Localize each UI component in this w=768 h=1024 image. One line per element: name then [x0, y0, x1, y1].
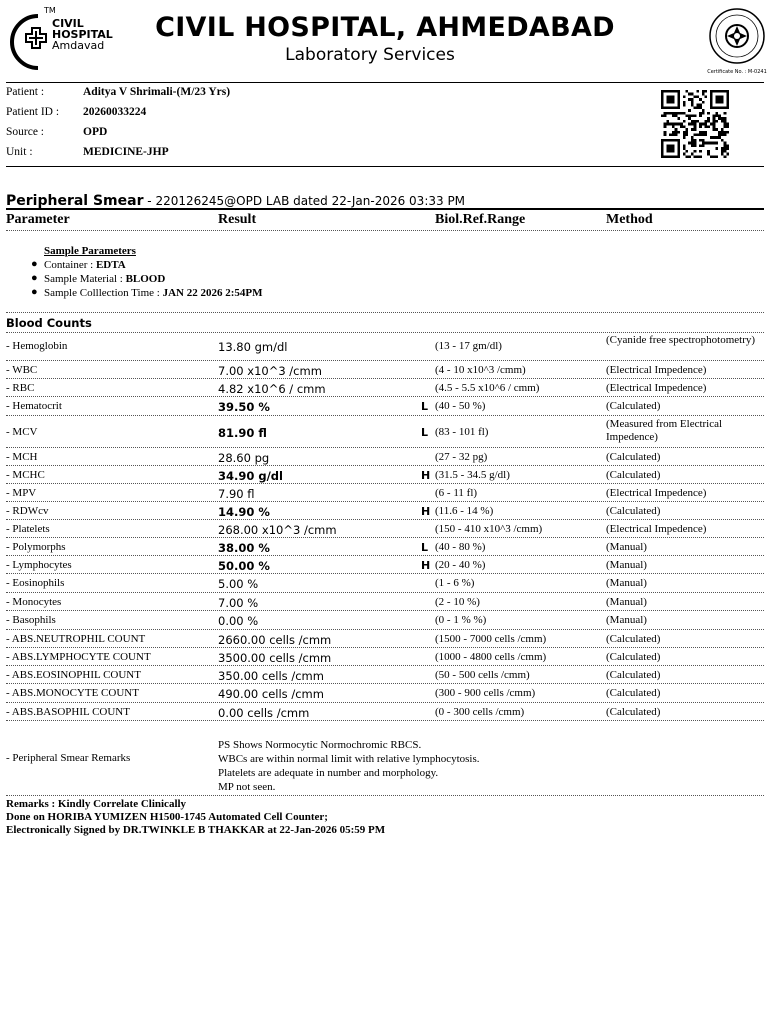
method-name: (Manual) [606, 559, 647, 571]
method-name: (Calculated) [606, 633, 661, 645]
result-value: 490.00 cells /cmm [218, 687, 324, 701]
method-name: (Calculated) [606, 651, 661, 663]
result-value: 7.00 x10^3 /cmm [218, 364, 322, 378]
result-flag: H [421, 559, 431, 572]
patient-id: 20260033224 [83, 106, 147, 118]
reference-range: (27 - 32 pg) [435, 451, 488, 463]
result-value: 7.00 % [218, 596, 259, 610]
method-name: (Calculated) [606, 706, 661, 718]
result-value: 3500.00 cells /cmm [218, 651, 332, 665]
column-header-method: Method [606, 212, 653, 227]
reference-range: (150 - 410 x10^3 /cmm) [435, 523, 543, 535]
hospital-title: CIVIL HOSPITAL, AHMEDABAD [155, 12, 615, 43]
table-row [0, 333, 768, 361]
reference-range: (300 - 900 cells /cmm) [435, 687, 536, 699]
reference-range: (6 - 11 fl) [435, 487, 478, 499]
result-value: 14.90 % [218, 505, 270, 519]
parameter-name: - Basophils [6, 614, 56, 626]
reference-range: (4 - 10 x10^3 /cmm) [435, 364, 526, 376]
trademark-label: TM [44, 6, 56, 15]
parameter-name: - ABS.BASOPHIL COUNT [6, 706, 130, 718]
method-name: (Electrical Impedence) [606, 364, 707, 376]
method-name: (Electrical Impedence) [606, 523, 707, 535]
patient-divider [6, 166, 764, 167]
table-row [0, 467, 768, 484]
table-row [0, 449, 768, 466]
result-value: 268.00 x10^3 /cmm [218, 523, 337, 537]
certificate-number: Certificate No. : M-0241 [707, 69, 767, 75]
result-value: 2660.00 cells /cmm [218, 633, 332, 647]
table-row [0, 485, 768, 502]
accreditation-seal-icon [708, 4, 766, 74]
parameter-name: - ABS.MONOCYTE COUNT [6, 687, 139, 699]
method-name: (Manual) [606, 596, 647, 608]
table-row [0, 557, 768, 574]
method-name: (Calculated) [606, 687, 661, 699]
reference-range: (0 - 1 % %) [435, 614, 487, 626]
test-title: Peripheral Smear - 220126245@OPD LAB dated 22-Jan-2026 03:33 PM [6, 193, 466, 209]
parameter-name: - MCH [6, 451, 38, 463]
result-value: 13.80 gm/dl [218, 340, 288, 354]
method-name: (Electrical Impedence) [606, 487, 707, 499]
method-name: (Calculated) [606, 451, 661, 463]
smear-remarks-label: - Peripheral Smear Remarks [6, 752, 131, 764]
result-value: 34.90 g/dl [218, 469, 283, 483]
parameter-name: - Hematocrit [6, 400, 62, 412]
reference-range: (13 - 17 gm/dl) [435, 340, 502, 352]
footer-signature: Electronically Signed by DR.TWINKLE B THAKKAR at 22-Jan-2026 05:59 PM [6, 824, 386, 836]
method-name: (Electrical Impedence) [606, 382, 707, 394]
table-row [0, 503, 768, 520]
header-divider [6, 82, 764, 83]
reference-range: (11.6 - 14 %) [435, 505, 494, 517]
table-row [0, 362, 768, 379]
footer-instrument: Done on HORIBA YUMIZEN H1500-1745 Automated Cell Counter; [6, 811, 328, 823]
result-value: 28.60 pg [218, 451, 270, 465]
reference-range: (83 - 101 fl) [435, 426, 489, 438]
table-row [0, 704, 768, 721]
table-row [0, 631, 768, 648]
result-flag: L [421, 426, 429, 439]
parameter-name: - Lymphocytes [6, 559, 72, 571]
footer-remarks: Remarks : Kindly Correlate Clinically [6, 798, 187, 810]
column-header-result: Result [218, 212, 257, 227]
parameter-name: - Polymorphs [6, 541, 66, 553]
column-header-range: Biol.Ref.Range [435, 212, 526, 227]
reference-range: (0 - 300 cells /cmm) [435, 706, 525, 718]
result-flag: H [421, 505, 431, 518]
patient-name: Aditya V Shrimali-(M/23 Yrs) [83, 86, 231, 98]
result-value: 5.00 % [218, 577, 259, 591]
hospital-subtitle: Laboratory Services [285, 45, 455, 65]
sample-collection-time: Sample Colllection Time : JAN 22 2026 2:54PM [44, 287, 263, 299]
parameter-name: - Hemoglobin [6, 340, 68, 352]
title-divider [6, 208, 764, 210]
parameter-name: - WBC [6, 364, 38, 376]
qr-code-icon [659, 90, 731, 158]
parameter-name: - Platelets [6, 523, 50, 535]
table-row [0, 380, 768, 397]
method-name: (Calculated) [606, 469, 661, 481]
result-value: 7.90 fl [218, 487, 255, 501]
parameter-name: - Monocytes [6, 596, 62, 608]
result-value: 350.00 cells /cmm [218, 669, 324, 683]
table-row [0, 649, 768, 666]
sample-material: Sample Material : BLOOD [44, 273, 166, 285]
result-value: 38.00 % [218, 541, 270, 555]
table-row [0, 521, 768, 538]
parameter-name: - RDWcv [6, 505, 49, 517]
table-row [0, 398, 768, 416]
parameter-name: - ABS.EOSINOPHIL COUNT [6, 669, 141, 681]
method-name: (Manual) [606, 577, 647, 589]
reference-range: (40 - 80 %) [435, 541, 486, 553]
method-name: (Calculated) [606, 400, 661, 412]
parameter-name: - MCV [6, 426, 38, 438]
table-row [0, 667, 768, 684]
parameter-name: - ABS.NEUTROPHIL COUNT [6, 633, 146, 645]
reference-range: (50 - 500 cells /cmm) [435, 669, 530, 681]
table-row [0, 539, 768, 556]
reference-range: (31.5 - 34.5 g/dl) [435, 469, 510, 481]
column-header-parameter: Parameter [6, 212, 70, 227]
reference-range: (1 - 6 %) [435, 577, 475, 589]
table-row [0, 417, 768, 448]
result-value: 4.82 x10^6 / cmm [218, 382, 326, 396]
result-flag: H [421, 469, 431, 482]
table-row [0, 685, 768, 703]
method-name: (Cyanide free spectrophotometry) [606, 334, 756, 346]
parameter-name: - Eosinophils [6, 577, 65, 589]
patient-unit: MEDICINE-JHP [83, 146, 169, 158]
result-value: 0.00 cells /cmm [218, 706, 310, 720]
method-name: (Manual) [606, 541, 647, 553]
parameter-name: - MCHC [6, 469, 45, 481]
method-name: (Calculated) [606, 505, 661, 517]
method-name: (Manual) [606, 614, 647, 626]
result-value: 81.90 fl [218, 426, 267, 440]
patient-source: OPD [83, 126, 108, 138]
method-name: (Measured from Electrical Impedence) [606, 418, 723, 443]
reference-range: (2 - 10 %) [435, 596, 480, 608]
report-header [0, 0, 768, 82]
result-flag: L [421, 541, 429, 554]
reference-range: (40 - 50 %) [435, 400, 486, 412]
sample-container: Container : EDTA [44, 259, 126, 271]
parameter-name: - MPV [6, 487, 37, 499]
result-value: 50.00 % [218, 559, 270, 573]
smear-remarks: PS Shows Normocytic Normochromic RBCS. WBCs are within normal limit with relative lymphocytosis. Platelets are adequate in number and morphology. MP not seen. [218, 739, 480, 793]
section-blood-counts: Blood Counts [6, 316, 92, 330]
table-row [0, 612, 768, 630]
reference-range: (1000 - 4800 cells /cmm) [435, 651, 547, 663]
parameter-name: - RBC [6, 382, 35, 394]
reference-range: (20 - 40 %) [435, 559, 486, 571]
result-value: 0.00 % [218, 614, 259, 628]
logo-text: CIVIL HOSPITAL Amdavad [52, 17, 113, 52]
table-row [0, 594, 768, 611]
reference-range: (1500 - 7000 cells /cmm) [435, 633, 547, 645]
method-name: (Calculated) [606, 669, 661, 681]
result-value: 39.50 % [218, 400, 270, 414]
parameter-name: - ABS.LYMPHOCYTE COUNT [6, 651, 151, 663]
reference-range: (4.5 - 5.5 x10^6 / cmm) [435, 382, 540, 394]
sample-parameters-heading: Sample Parameters [44, 245, 136, 257]
table-row [0, 575, 768, 593]
result-flag: L [421, 400, 429, 413]
